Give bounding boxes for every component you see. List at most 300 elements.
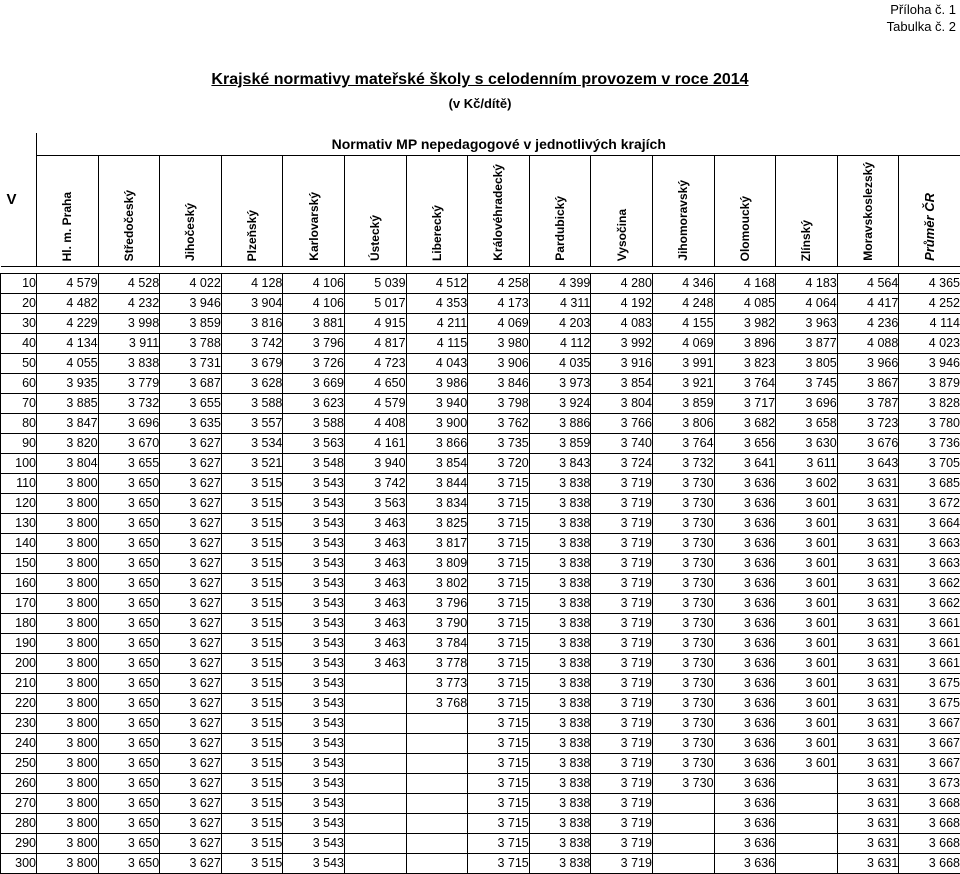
normative-value: 3 838: [529, 614, 591, 634]
normative-value: 4 203: [529, 314, 591, 334]
normative-value: 3 719: [591, 474, 653, 494]
normative-value: 3 676: [837, 434, 899, 454]
normative-value: 3 675: [899, 694, 960, 714]
v-value: 200: [1, 654, 37, 674]
normative-value: 3 627: [160, 554, 222, 574]
normative-value: 3 650: [98, 514, 160, 534]
normative-value: 4 564: [837, 274, 899, 294]
normative-value: 3 543: [283, 814, 345, 834]
table-row: [1, 354, 960, 374]
normative-value: 3 787: [837, 394, 899, 414]
normative-value: 4 915: [344, 314, 406, 334]
normative-value: 5 039: [344, 274, 406, 294]
normative-value: 3 715: [468, 754, 530, 774]
normative-value: 3 656: [714, 434, 776, 454]
normative-value: 3 805: [776, 354, 838, 374]
normative-value: 4 035: [529, 354, 591, 374]
normative-value: 3 800: [37, 674, 99, 694]
normative-value: 4 161: [344, 434, 406, 454]
normative-value: 3 627: [160, 574, 222, 594]
normative-value: 3 543: [283, 574, 345, 594]
normative-value: 3 463: [344, 634, 406, 654]
normative-value: 3 719: [591, 614, 653, 634]
normative-value: 3 563: [344, 494, 406, 514]
normative-value: 3 998: [98, 314, 160, 334]
normative-value: 4 043: [406, 354, 468, 374]
normative-value: 3 715: [468, 574, 530, 594]
normative-value: 3 627: [160, 754, 222, 774]
normative-value: 3 730: [652, 494, 714, 514]
normative-value: 3 668: [899, 854, 960, 874]
region-header: [837, 156, 899, 267]
normative-value: 3 631: [837, 714, 899, 734]
normative-value: 3 730: [652, 574, 714, 594]
normative-value: [344, 854, 406, 874]
normative-value: [406, 854, 468, 874]
normative-value: 3 636: [714, 494, 776, 514]
normative-value: 4 365: [899, 274, 960, 294]
normative-value: 3 636: [714, 834, 776, 854]
normative-value: 3 800: [37, 714, 99, 734]
normative-value: 4 106: [283, 274, 345, 294]
normative-value: 3 800: [37, 494, 99, 514]
normative-value: 3 636: [714, 674, 776, 694]
normative-value: [652, 834, 714, 854]
normative-value: 3 650: [98, 814, 160, 834]
normative-value: 3 719: [591, 774, 653, 794]
normative-value: 3 838: [529, 494, 591, 514]
normative-value: 3 764: [652, 434, 714, 454]
normative-value: 3 838: [529, 554, 591, 574]
normative-value: 3 543: [283, 694, 345, 714]
normative-value: 3 730: [652, 694, 714, 714]
normative-value: 3 601: [776, 574, 838, 594]
normative-value: 3 650: [98, 714, 160, 734]
normative-value: 4 083: [591, 314, 653, 334]
normative-value: 3 730: [652, 654, 714, 674]
normative-value: 3 719: [591, 674, 653, 694]
normative-value: 3 800: [37, 514, 99, 534]
normative-value: 3 877: [776, 334, 838, 354]
normative-value: 3 715: [468, 714, 530, 734]
normative-value: 3 911: [98, 334, 160, 354]
table-row: [1, 774, 960, 794]
normative-value: 4 311: [529, 294, 591, 314]
normative-value: 4 236: [837, 314, 899, 334]
table-row: [1, 274, 960, 294]
normative-value: 3 636: [714, 634, 776, 654]
normative-value: 3 515: [221, 754, 283, 774]
normative-value: 3 668: [899, 794, 960, 814]
normative-value: 3 719: [591, 854, 653, 874]
normative-value: 3 834: [406, 494, 468, 514]
normative-value: 3 650: [98, 674, 160, 694]
normative-value: 3 715: [468, 614, 530, 634]
v-value: 120: [1, 494, 37, 514]
normative-value: 3 627: [160, 714, 222, 734]
normative-value: [344, 694, 406, 714]
normative-value: 3 631: [837, 574, 899, 594]
normative-value: 3 601: [776, 754, 838, 774]
region-header-label: Středočeský: [121, 189, 136, 261]
table-row: [1, 474, 960, 494]
normative-value: 4 211: [406, 314, 468, 334]
normative-value: [406, 814, 468, 834]
table-row: [1, 454, 960, 474]
normative-value: 3 636: [714, 554, 776, 574]
normative-value: 3 636: [714, 794, 776, 814]
normative-value: 3 719: [591, 694, 653, 714]
normative-value: 3 627: [160, 534, 222, 554]
normative-value: 3 800: [37, 534, 99, 554]
normative-value: 3 715: [468, 474, 530, 494]
normative-value: 3 627: [160, 654, 222, 674]
normative-value: 3 661: [899, 654, 960, 674]
normative-value: 3 730: [652, 674, 714, 694]
normative-value: 3 719: [591, 654, 653, 674]
v-column-header: V: [1, 133, 37, 267]
v-value: 60: [1, 374, 37, 394]
normative-value: [344, 834, 406, 854]
normative-value: [776, 814, 838, 834]
normative-value: 3 838: [529, 674, 591, 694]
normative-value: 3 825: [406, 514, 468, 534]
normative-value: 3 601: [776, 714, 838, 734]
table-row: [1, 514, 960, 534]
normative-value: 3 650: [98, 634, 160, 654]
normative-value: 4 417: [837, 294, 899, 314]
normative-value: 3 563: [283, 434, 345, 454]
normative-value: 4 258: [468, 274, 530, 294]
normative-value: 3 963: [776, 314, 838, 334]
normative-value: 3 515: [221, 634, 283, 654]
normative-value: 3 650: [98, 694, 160, 714]
table-row: [1, 554, 960, 574]
normative-value: 3 935: [37, 374, 99, 394]
region-header: [591, 156, 653, 267]
normative-value: 4 280: [591, 274, 653, 294]
normative-value: 3 627: [160, 694, 222, 714]
normative-value: 3 715: [468, 494, 530, 514]
table-row: [1, 294, 960, 314]
normative-value: [406, 794, 468, 814]
normative-value: 3 730: [652, 634, 714, 654]
normative-value: 3 982: [714, 314, 776, 334]
normative-value: 3 991: [652, 354, 714, 374]
v-value: 130: [1, 514, 37, 534]
region-header-label: Pardubický: [553, 196, 568, 261]
normative-value: 3 730: [652, 754, 714, 774]
normative-value: 3 548: [283, 454, 345, 474]
table-row: [1, 834, 960, 854]
normative-value: 3 627: [160, 514, 222, 534]
normative-value: [406, 734, 468, 754]
normative-value: 4 579: [37, 274, 99, 294]
normative-value: [406, 714, 468, 734]
normative-value: 3 867: [837, 374, 899, 394]
region-header-label: Liberecký: [429, 204, 444, 261]
normative-value: 3 661: [899, 614, 960, 634]
normative-value: 3 838: [529, 534, 591, 554]
normative-value: 3 658: [776, 414, 838, 434]
table-row: [1, 374, 960, 394]
normative-value: [652, 794, 714, 814]
table-row: [1, 714, 960, 734]
normative-value: 3 662: [899, 594, 960, 614]
normative-value: 3 779: [98, 374, 160, 394]
normative-value: 3 740: [591, 434, 653, 454]
normative-value: 3 463: [344, 534, 406, 554]
normative-value: 3 800: [37, 734, 99, 754]
normative-value: 3 627: [160, 774, 222, 794]
normative-value: 3 838: [529, 854, 591, 874]
normative-value: 4 069: [652, 334, 714, 354]
table-row: [1, 794, 960, 814]
attachment-label: [887, 1, 956, 35]
normative-value: 3 515: [221, 694, 283, 714]
normative-value: 4 192: [591, 294, 653, 314]
normative-value: 3 628: [221, 374, 283, 394]
table-row: [1, 674, 960, 694]
normative-value: 4 482: [37, 294, 99, 314]
normative-value: 3 742: [344, 474, 406, 494]
normative-value: 3 804: [591, 394, 653, 414]
normative-value: [344, 814, 406, 834]
normative-value: 4 168: [714, 274, 776, 294]
normative-value: 3 636: [714, 814, 776, 834]
normative-value: 3 636: [714, 854, 776, 874]
normative-value: 3 916: [591, 354, 653, 374]
normative-value: 4 022: [160, 274, 222, 294]
normative-value: 3 636: [714, 594, 776, 614]
normative-value: 3 946: [160, 294, 222, 314]
normative-value: 3 661: [899, 634, 960, 654]
normative-value: 4 346: [652, 274, 714, 294]
normative-value: 3 627: [160, 854, 222, 874]
normative-value: 3 543: [283, 834, 345, 854]
normative-value: 3 515: [221, 854, 283, 874]
normative-value: 4 723: [344, 354, 406, 374]
normative-value: 3 627: [160, 634, 222, 654]
normative-value: 3 650: [98, 594, 160, 614]
normative-value: 3 838: [529, 594, 591, 614]
normative-value: 3 719: [591, 494, 653, 514]
normative-value: 3 636: [714, 514, 776, 534]
v-value: 300: [1, 854, 37, 874]
normative-value: 3 627: [160, 794, 222, 814]
normative-value: 3 723: [837, 414, 899, 434]
normative-value: 3 843: [529, 454, 591, 474]
normative-value: 3 627: [160, 594, 222, 614]
normative-value: 3 800: [37, 834, 99, 854]
normative-value: 3 636: [714, 754, 776, 774]
normative-value: 3 866: [406, 434, 468, 454]
normative-value: 3 800: [37, 554, 99, 574]
normative-value: 3 924: [529, 394, 591, 414]
normative-value: 3 636: [714, 734, 776, 754]
normative-value: 3 816: [221, 314, 283, 334]
normative-value: 3 715: [468, 794, 530, 814]
normative-value: 3 904: [221, 294, 283, 314]
normative-value: 3 636: [714, 654, 776, 674]
normative-value: 3 650: [98, 774, 160, 794]
normative-value: 4 252: [899, 294, 960, 314]
normative-value: 3 650: [98, 574, 160, 594]
normative-value: 4 183: [776, 274, 838, 294]
table-row: [1, 734, 960, 754]
normative-value: 3 463: [344, 614, 406, 634]
normative-value: 3 773: [406, 674, 468, 694]
normative-value: 3 715: [468, 854, 530, 874]
normative-value: 3 627: [160, 434, 222, 454]
normative-value: 3 800: [37, 634, 99, 654]
normative-value: 3 631: [837, 794, 899, 814]
normative-value: 3 730: [652, 474, 714, 494]
normative-value: 3 543: [283, 714, 345, 734]
normative-value: 3 719: [591, 734, 653, 754]
normative-value: 3 557: [221, 414, 283, 434]
normative-value: [652, 854, 714, 874]
normative-value: 3 650: [98, 754, 160, 774]
normative-value: 3 838: [529, 514, 591, 534]
normative-value: 3 631: [837, 694, 899, 714]
normative-value: 3 635: [160, 414, 222, 434]
region-header-label: Olomoucký: [737, 195, 752, 261]
normative-value: 3 731: [160, 354, 222, 374]
normative-value: 3 715: [468, 554, 530, 574]
normative-value: 3 663: [899, 534, 960, 554]
region-header: [221, 156, 283, 267]
normative-value: 3 730: [652, 734, 714, 754]
normative-value: 3 730: [652, 614, 714, 634]
normative-value: 3 800: [37, 594, 99, 614]
region-header: [652, 156, 714, 267]
normative-value: 3 796: [283, 334, 345, 354]
normative-value: [344, 774, 406, 794]
normative-value: 3 715: [468, 734, 530, 754]
normative-value: 3 627: [160, 474, 222, 494]
normative-value: 3 630: [776, 434, 838, 454]
region-header: [344, 156, 406, 267]
normative-value: 3 973: [529, 374, 591, 394]
normative-value: 3 800: [37, 794, 99, 814]
normative-value: 3 515: [221, 594, 283, 614]
region-header-label: Ústecký: [368, 214, 383, 261]
normative-value: 3 732: [652, 454, 714, 474]
normative-value: 3 662: [899, 574, 960, 594]
normative-value: 3 650: [98, 834, 160, 854]
normative-value: 3 515: [221, 574, 283, 594]
normative-value: 4 817: [344, 334, 406, 354]
normative-value: 3 650: [98, 654, 160, 674]
normative-value: 3 601: [776, 734, 838, 754]
normative-value: 3 762: [468, 414, 530, 434]
normative-value: 3 534: [221, 434, 283, 454]
normative-value: 3 543: [283, 794, 345, 814]
normative-value: [776, 794, 838, 814]
normative-value: 3 838: [529, 834, 591, 854]
normative-value: 3 601: [776, 534, 838, 554]
region-header: [283, 156, 345, 267]
normative-value: 3 838: [98, 354, 160, 374]
normative-value: 3 623: [283, 394, 345, 414]
normative-value: 3 736: [899, 434, 960, 454]
normative-value: 3 515: [221, 554, 283, 574]
table-row: [1, 634, 960, 654]
normative-value: 4 173: [468, 294, 530, 314]
normative-value: 3 719: [591, 714, 653, 734]
normative-value: 3 696: [98, 414, 160, 434]
normative-value: 3 742: [221, 334, 283, 354]
normative-value: 3 682: [714, 414, 776, 434]
normative-value: 3 650: [98, 794, 160, 814]
normative-value: 3 802: [406, 574, 468, 594]
normative-value: [652, 814, 714, 834]
normative-value: 3 780: [899, 414, 960, 434]
normative-value: 4 232: [98, 294, 160, 314]
v-value: 220: [1, 694, 37, 714]
v-value: 290: [1, 834, 37, 854]
normative-value: 3 543: [283, 854, 345, 874]
normative-value: 3 846: [468, 374, 530, 394]
normative-value: 3 800: [37, 854, 99, 874]
region-header: [714, 156, 776, 267]
normative-value: 3 588: [283, 414, 345, 434]
normative-value: 3 766: [591, 414, 653, 434]
normative-value: 3 636: [714, 774, 776, 794]
normative-value: 3 601: [776, 674, 838, 694]
normative-value: 3 778: [406, 654, 468, 674]
normative-value: 3 817: [406, 534, 468, 554]
normative-value: 4 064: [776, 294, 838, 314]
region-header-label: Královéhradecký: [491, 164, 506, 261]
normative-table: [0, 133, 960, 874]
normative-value: 3 641: [714, 454, 776, 474]
normative-value: 3 809: [406, 554, 468, 574]
normative-value: 3 800: [37, 774, 99, 794]
normative-value: 3 784: [406, 634, 468, 654]
normative-value: 3 838: [529, 734, 591, 754]
normative-value: 3 844: [406, 474, 468, 494]
normative-value: 3 719: [591, 574, 653, 594]
normative-value: 4 112: [529, 334, 591, 354]
normative-value: 4 650: [344, 374, 406, 394]
normative-value: 3 788: [160, 334, 222, 354]
normative-value: [344, 754, 406, 774]
normative-value: 3 838: [529, 694, 591, 714]
normative-value: 3 796: [406, 594, 468, 614]
normative-value: 3 764: [714, 374, 776, 394]
normative-value: 3 601: [776, 614, 838, 634]
normative-value: 3 800: [37, 614, 99, 634]
normative-value: 3 631: [837, 534, 899, 554]
normative-value: [344, 714, 406, 734]
v-value: 20: [1, 294, 37, 314]
normative-value: 3 745: [776, 374, 838, 394]
normative-value: 3 631: [837, 634, 899, 654]
normative-value: 3 463: [344, 594, 406, 614]
normative-value: 3 515: [221, 514, 283, 534]
normative-value: 3 636: [714, 714, 776, 734]
normative-value: 3 823: [714, 354, 776, 374]
table-number: Tabulka č. 2: [886, 19, 956, 34]
normative-value: 3 720: [468, 454, 530, 474]
normative-value: 3 543: [283, 614, 345, 634]
region-header: [468, 156, 530, 267]
normative-value: 3 687: [160, 374, 222, 394]
normative-value: 3 986: [406, 374, 468, 394]
normative-value: [406, 754, 468, 774]
